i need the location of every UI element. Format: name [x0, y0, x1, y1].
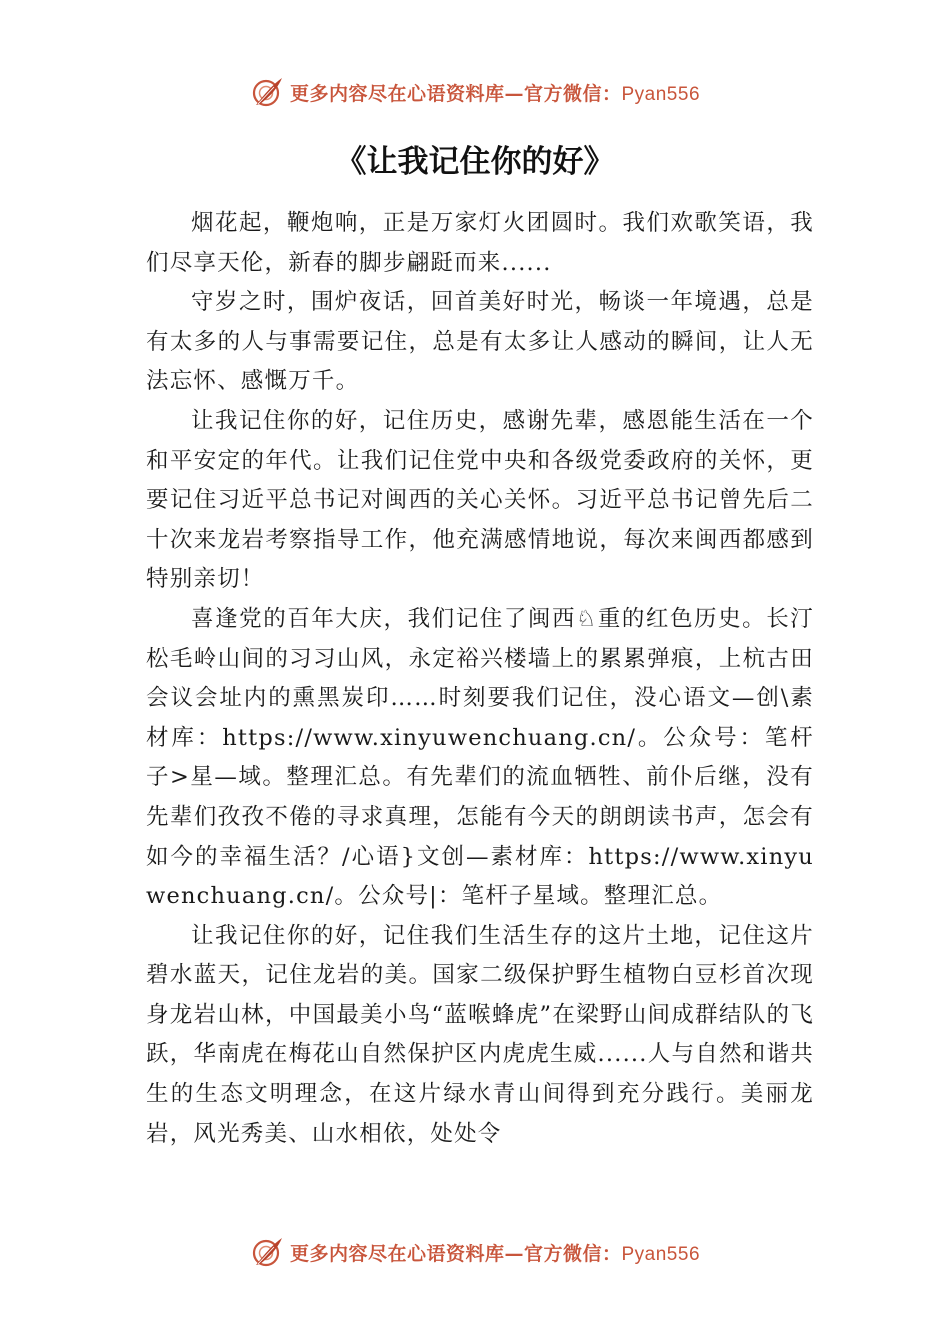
quill-logo-icon: [250, 75, 284, 109]
article-body: [146, 204, 814, 1154]
paragraph: 让我记住你的好，记住历史，感谢先辈，感恩能生活在一个和平安定的年代。让我们记住党中央和各级党委政府的关怀，更要记住习近平总书记对闽西的关心关怀。习近平总书记曾先后二十次来龙岩考察指导工作，他充满感情地说，每次来闽西都感到特别亲切！: [146, 407, 814, 593]
header-wechat-id: Pyan556: [621, 83, 701, 105]
quill-logo-icon: [250, 1235, 284, 1269]
footer-watermark-text: 更多内容尽在心语资料库—官方微信：Pyan556: [289, 1242, 701, 1265]
document-title: 《让我记住你的好》: [335, 144, 615, 180]
paragraph: 喜逢党的百年大庆，我们记住了闽西♘重的红色历史。长汀松毛岭山间的习习山风，永定裕兴楼墙上的累累弹痕，上杭古田会议会址内的熏黑炭印……时刻要我们记住，没心语文—创\素材库：https://www.xinyuwenchuang.cn/。公众号：笔杆子>星—域。整理汇总。有先辈们的流血牺牲、前仆后继，没有先辈们孜孜不倦的寻求真理，怎能有今天的朗朗读书声，怎会有如今的幸福生活？/心语}文创—素材库：https://www.xinyuwenchuang.cn/。公众号|：笔杆子星域。整理汇总。: [146, 605, 814, 910]
header-watermark-banner: [0, 72, 950, 112]
paragraph: 守岁之时，围炉夜话，回首美好时光，畅谈一年境遇，总是有太多的人与事需要记住，总是有太多让人感动的瞬间，让人无法忘怀、感慨万千。: [146, 289, 814, 395]
footer-watermark-banner: [0, 1232, 950, 1272]
paragraph: 让我记住你的好，记住我们生活生存的这片土地，记住这片碧水蓝天，记住龙岩的美。国家二级保护野生植物白豆杉首次现身龙岩山林，中国最美小鸟“蓝喉蜂虎”在梁野山间成群结队的飞跃，华南虎在梅花山自然保护区内虎虎生威......人与自然和谐共生的生态文明理念，在这片绿水青山间得到充分践行。美丽龙岩，风光秀美、山水相依，处处令: [146, 922, 814, 1147]
footer-wechat-id: Pyan556: [621, 1243, 701, 1265]
paragraph: 烟花起，鞭炮响，正是万家灯火团圆时。我们欢歌笑语，我们尽享天伦，新春的脚步翩跹而来......: [146, 210, 814, 276]
header-watermark-text: 更多内容尽在心语资料库—官方微信：Pyan556: [289, 82, 701, 105]
